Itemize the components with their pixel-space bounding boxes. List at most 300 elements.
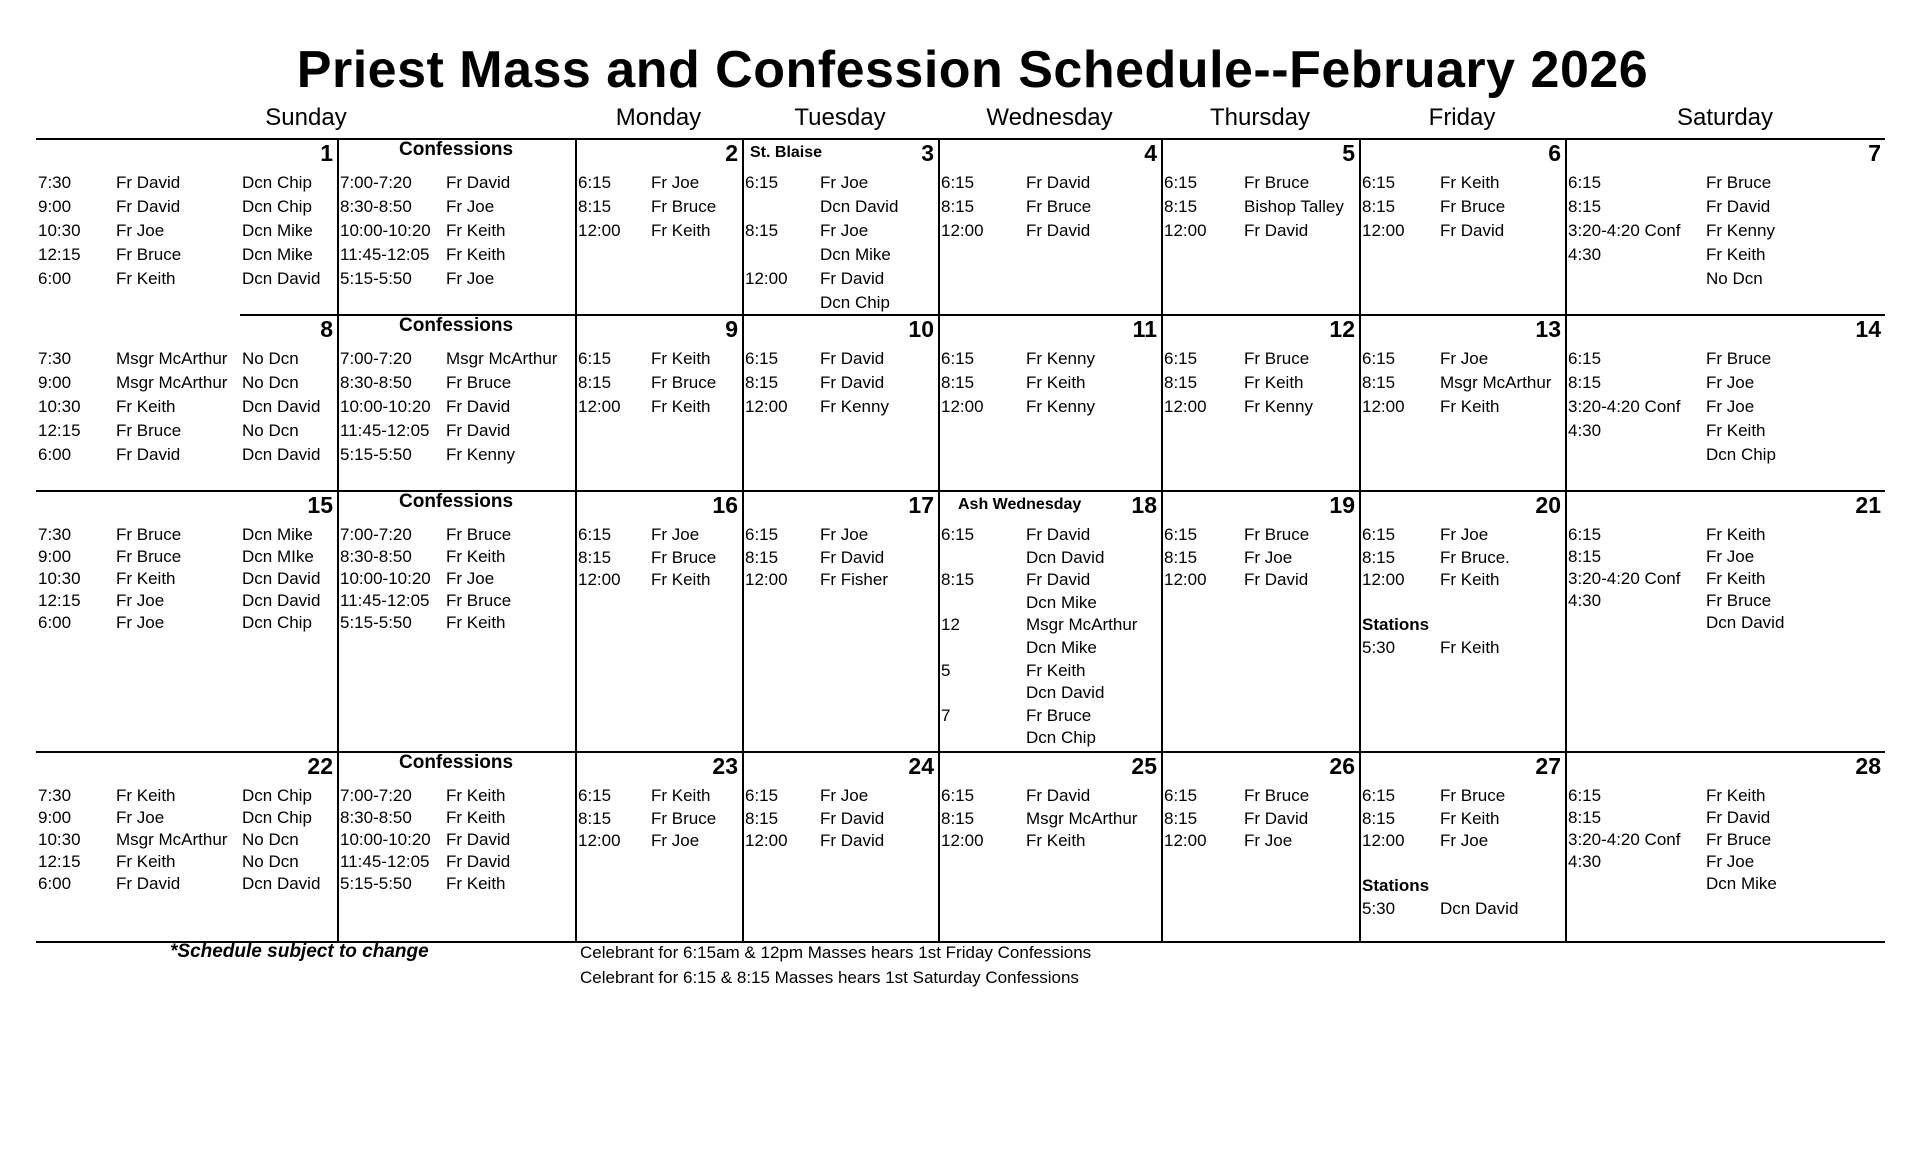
mass-time: 6:15 <box>578 173 612 192</box>
confession-time: 8:30-8:50 <box>340 808 412 827</box>
mass-time: 6:15 <box>1362 349 1396 368</box>
celebrant: Fr Fisher <box>820 570 888 590</box>
mass-time: 6:15 <box>1362 786 1396 805</box>
sunday-celebrant: Fr David <box>116 874 181 893</box>
sunday-celebrant: Fr David <box>116 445 181 464</box>
mass-time: 6:15 <box>941 525 975 544</box>
sunday-celebrant: Fr David <box>116 173 181 192</box>
confession-time: 11:45-12:05 <box>340 421 430 440</box>
day-number: 16 <box>712 492 738 518</box>
day-header-friday: Friday <box>1428 104 1496 131</box>
celebrant: Fr David <box>1026 786 1091 805</box>
sunday-deacon: Dcn David <box>242 874 321 893</box>
day-number: 25 <box>1131 753 1157 779</box>
sunday-celebrant: Fr Bruce <box>116 525 182 544</box>
sunday-celebrant: Fr Joe <box>116 591 165 610</box>
sunday-celebrant: Fr Bruce <box>116 547 182 566</box>
celebrant: Fr Keith <box>1026 660 1086 680</box>
sunday-mass-time: 9:00 <box>38 373 72 392</box>
day-number: 28 <box>1855 753 1881 779</box>
mass-time: 8:15 <box>941 808 975 828</box>
day-number: 17 <box>908 492 934 518</box>
celebrant: Fr Kenny <box>1706 221 1775 240</box>
confessor: Fr Keith <box>446 613 506 632</box>
day-number: 9 <box>725 316 738 342</box>
celebrant: Fr Joe <box>1440 349 1489 368</box>
sunday-deacon: Dcn Chip <box>242 197 312 216</box>
day-number: 20 <box>1535 492 1561 518</box>
mass-time: 8:15 <box>1568 197 1602 216</box>
celebrant: Fr Joe <box>1440 525 1489 544</box>
day-number: 8 <box>320 316 333 342</box>
mass-time: 3:20-4:20 Conf <box>1568 569 1681 588</box>
mass-time: 12:00 <box>1164 831 1207 851</box>
celebrant: Fr David <box>1026 570 1091 590</box>
celebrant: Fr Bruce <box>1026 705 1092 725</box>
celebrant: Fr David <box>820 831 885 851</box>
celebrant: Msgr McArthur <box>1440 373 1552 392</box>
mass-time: 12:00 <box>1362 831 1405 851</box>
mass-time: 6:15 <box>745 349 779 368</box>
sunday-deacon: Dcn Mike <box>242 525 313 544</box>
mass-time: 12:00 <box>745 831 788 851</box>
celebrant: Dcn David <box>820 197 899 216</box>
celebrant: Fr Joe <box>820 221 869 240</box>
mass-time: 6:15 <box>1568 173 1602 192</box>
mass-time: 6:15 <box>578 349 612 368</box>
sunday-mass-time: 9:00 <box>38 547 72 566</box>
feast-label: Ash Wednesday <box>958 496 1082 513</box>
celebrant: Dcn Mike <box>1026 638 1097 657</box>
celebrant: Fr Bruce <box>1706 173 1772 192</box>
mass-time: 4:30 <box>1568 245 1602 264</box>
confessor: Fr Bruce <box>446 373 512 392</box>
mass-time: 12:00 <box>1164 221 1207 240</box>
celebrant: Fr Keith <box>1440 397 1500 416</box>
column-divider <box>1359 138 1361 941</box>
celebrant: Dcn David <box>1026 547 1105 567</box>
confession-time: 8:30-8:50 <box>340 197 412 216</box>
confessor: Fr David <box>446 397 511 416</box>
mass-time: 12:00 <box>578 397 621 416</box>
mass-time: 12:00 <box>1362 570 1405 590</box>
sunday-mass-time: 7:30 <box>38 525 72 544</box>
celebrant: Fr David <box>1244 221 1309 240</box>
day-header-thursday: Thursday <box>1209 104 1311 131</box>
celebrant: Fr Keith <box>1244 373 1304 392</box>
celebrant: Dcn David <box>1706 613 1785 632</box>
mass-time: 12:00 <box>941 831 984 851</box>
mass-time: 6:15 <box>941 173 975 192</box>
celebrant: Dcn David <box>1440 899 1519 918</box>
sunday-mass-time: 12:15 <box>38 245 81 264</box>
confessor: Fr David <box>446 830 511 849</box>
confession-time: 10:00-10:20 <box>340 569 431 588</box>
sunday-deacon: No Dcn <box>242 421 299 440</box>
day-number: 11 <box>1132 316 1157 342</box>
sunday-celebrant: Fr Bruce <box>116 421 182 440</box>
day-header-sunday: Sunday <box>265 104 347 131</box>
confession-time: 7:00-7:20 <box>340 173 412 192</box>
sunday-celebrant: Fr Keith <box>116 569 176 588</box>
day-header-saturday: Saturday <box>1676 104 1774 131</box>
celebrant: Fr Bruce <box>1440 197 1506 216</box>
confessions-header: Confessions <box>399 491 514 512</box>
confessor: Fr Keith <box>446 786 506 805</box>
celebrant: Fr Keith <box>651 397 711 416</box>
mass-time: 8:15 <box>1362 547 1396 567</box>
confessor: Fr David <box>446 852 511 871</box>
sunday-deacon: Dcn David <box>242 569 321 588</box>
day-number: 26 <box>1329 753 1355 779</box>
celebrant: Fr Keith <box>651 349 711 368</box>
confession-time: 5:15-5:50 <box>340 874 412 893</box>
confessor: Fr Keith <box>446 874 506 893</box>
celebrant: Fr Bruce <box>1244 349 1310 368</box>
sunday-celebrant: Fr Joe <box>116 221 165 240</box>
mass-time: 8:15 <box>1568 808 1602 827</box>
confessions-header: Confessions <box>399 315 514 336</box>
sunday-deacon: No Dcn <box>242 373 299 392</box>
mass-time: 12:00 <box>745 397 788 416</box>
sunday-mass-time: 10:30 <box>38 221 81 240</box>
confession-time: 10:00-10:20 <box>340 397 431 416</box>
mass-time: 6:15 <box>1362 173 1396 192</box>
celebrant: Fr Bruce <box>1244 525 1310 544</box>
celebrant: Fr Joe <box>1706 852 1755 871</box>
sunday-celebrant: Fr Joe <box>116 808 165 827</box>
sunday-celebrant: Msgr McArthur <box>116 830 228 849</box>
column-divider <box>1161 138 1163 941</box>
day-number: 10 <box>908 316 934 342</box>
sunday-deacon: Dcn David <box>242 269 321 288</box>
mass-time: 8:15 <box>941 373 975 392</box>
confessor: Msgr McArthur <box>446 349 558 368</box>
confession-time: 10:00-10:20 <box>340 221 431 240</box>
sunday-deacon: Dcn Chip <box>242 173 312 192</box>
celebrant: Fr Bruce <box>1026 197 1092 216</box>
celebrant: Dcn Mike <box>1706 874 1777 893</box>
sunday-deacon: Dcn Mike <box>242 221 313 240</box>
day-number: 22 <box>307 753 333 779</box>
celebrant: Fr Keith <box>651 221 711 240</box>
celebrant: Fr David <box>820 269 885 288</box>
sunday-deacon: Dcn David <box>242 591 321 610</box>
confession-time: 5:15-5:50 <box>340 269 412 288</box>
celebrant: Fr David <box>1026 221 1091 240</box>
confessor: Fr Joe <box>446 197 495 216</box>
mass-time: 5:30 <box>1362 638 1396 657</box>
sunday-deacon: Dcn Chip <box>242 786 312 805</box>
confession-time: 7:00-7:20 <box>340 525 412 544</box>
day-number: 23 <box>712 753 738 779</box>
celebrant: Fr Joe <box>651 525 700 544</box>
celebrant: Dcn Mike <box>820 245 891 264</box>
celebrant: Fr Joe <box>1706 373 1755 392</box>
celebrant: Fr Bruce <box>1440 786 1506 805</box>
celebrant: Fr Joe <box>820 173 869 192</box>
celebrant: Fr Keith <box>1440 173 1500 192</box>
mass-time: 6:15 <box>941 786 975 805</box>
mass-time: 8:15 <box>745 373 779 392</box>
sunday-celebrant: Fr David <box>116 197 181 216</box>
mass-time: 8:15 <box>745 547 779 567</box>
sunday-deacon: Dcn Mike <box>242 245 313 264</box>
sunday-mass-time: 7:30 <box>38 173 72 192</box>
confession-time: 5:15-5:50 <box>340 445 412 464</box>
sunday-mass-time: 10:30 <box>38 397 81 416</box>
sunday-mass-time: 7:30 <box>38 786 72 805</box>
celebrant: Dcn David <box>1026 683 1105 703</box>
day-number: 21 <box>1855 492 1881 518</box>
celebrant: Fr Bruce <box>1706 591 1772 610</box>
saturday-confession-note: Celebrant for 6:15 & 8:15 Masses hears 1st Saturday Confessions <box>580 968 1079 987</box>
page-title: Priest Mass and Confession Schedule--February 2026 <box>296 41 1649 99</box>
celebrant: Fr Joe <box>820 786 869 805</box>
celebrant: Fr Joe <box>1244 831 1293 851</box>
sunday-mass-time: 10:30 <box>38 569 81 588</box>
mass-time: 8:15 <box>578 547 612 567</box>
column-divider <box>742 138 744 941</box>
mass-time: 7 <box>941 705 951 725</box>
sunday-mass-time: 12:15 <box>38 421 81 440</box>
day-number: 14 <box>1855 316 1881 342</box>
celebrant: Fr Bruce <box>651 373 717 392</box>
celebrant: Fr Joe <box>651 173 700 192</box>
confession-time: 5:15-5:50 <box>340 613 412 632</box>
column-divider <box>575 138 577 941</box>
celebrant: Fr David <box>1244 570 1309 590</box>
celebrant: Dcn Mike <box>1026 592 1097 612</box>
sunday-celebrant: Msgr McArthur <box>116 373 228 392</box>
day-number: 19 <box>1329 492 1355 518</box>
day-number: 24 <box>908 753 934 779</box>
celebrant: Msgr McArthur <box>1026 615 1138 635</box>
celebrant: Fr Keith <box>1440 808 1500 828</box>
confessor: Fr Bruce <box>446 591 512 610</box>
sunday-mass-time: 6:00 <box>38 613 72 632</box>
mass-time: 3:20-4:20 Conf <box>1568 830 1681 849</box>
mass-time: 6:15 <box>1568 349 1602 368</box>
sunday-deacon: Dcn MIke <box>242 547 314 566</box>
celebrant: Fr Bruce <box>1706 830 1772 849</box>
confessor: Fr Keith <box>446 245 506 264</box>
celebrant: Fr Keith <box>1706 786 1766 805</box>
day-number: 27 <box>1535 753 1561 779</box>
celebrant: Fr Bruce <box>651 547 717 567</box>
sunday-mass-time: 9:00 <box>38 197 72 216</box>
mass-time: 8:15 <box>578 373 612 392</box>
sunday-mass-time: 10:30 <box>38 830 81 849</box>
mass-time: 6:15 <box>1164 349 1198 368</box>
sunday-celebrant: Fr Keith <box>116 397 176 416</box>
confession-time: 11:45-12:05 <box>340 591 430 610</box>
stations-label: Stations <box>1362 876 1430 896</box>
confession-time: 8:30-8:50 <box>340 547 412 566</box>
sunday-deacon: Dcn Chip <box>242 613 312 632</box>
mass-time: 3:20-4:20 Conf <box>1568 221 1681 240</box>
confession-time: 7:00-7:20 <box>340 349 412 368</box>
day-number: 15 <box>307 492 333 518</box>
sunday-deacon: No Dcn <box>242 852 299 871</box>
mass-time: 8:15 <box>1362 197 1396 216</box>
mass-time: 6:15 <box>578 786 612 805</box>
celebrant: Fr David <box>820 349 885 368</box>
mass-time: 8:15 <box>578 197 612 216</box>
confessor: Fr Keith <box>446 221 506 240</box>
sunday-deacon: Dcn Chip <box>242 808 312 827</box>
column-divider <box>1565 138 1567 941</box>
mass-time: 12:00 <box>745 570 788 590</box>
confessor: Fr Keith <box>446 808 506 827</box>
celebrant: Fr Kenny <box>1244 397 1313 416</box>
mass-time: 8:15 <box>1164 547 1198 567</box>
mass-time: 8:15 <box>578 808 612 828</box>
mass-time: 6:15 <box>941 349 975 368</box>
celebrant: Fr David <box>820 808 885 828</box>
confessor: Fr Keith <box>446 547 506 566</box>
mass-time: 8:15 <box>745 221 779 240</box>
mass-time: 8:15 <box>1362 808 1396 828</box>
mass-time: 12:00 <box>578 831 621 851</box>
confessor: Fr Bruce <box>446 525 512 544</box>
celebrant: Fr David <box>1706 197 1771 216</box>
celebrant: Fr Joe <box>820 525 869 544</box>
celebrant: Fr Kenny <box>820 397 889 416</box>
mass-time: 8:15 <box>941 197 975 216</box>
friday-confession-note: Celebrant for 6:15am & 12pm Masses hears 1st Friday Confessions <box>580 943 1092 962</box>
celebrant: Dcn Chip <box>820 293 890 312</box>
celebrant: Dcn Chip <box>1026 728 1096 748</box>
sunday-deacon: Dcn David <box>242 397 321 416</box>
mass-time: 4:30 <box>1568 852 1602 871</box>
mass-time: 12:00 <box>578 570 621 590</box>
stations-label: Stations <box>1362 615 1430 635</box>
celebrant: Fr Keith <box>1026 831 1086 851</box>
confession-time: 11:45-12:05 <box>340 852 430 871</box>
confession-time: 11:45-12:05 <box>340 245 430 264</box>
sunday-mass-time: 9:00 <box>38 808 72 827</box>
celebrant: Fr David <box>820 547 885 567</box>
celebrant: Msgr McArthur <box>1026 808 1138 828</box>
confession-time: 7:00-7:20 <box>340 786 412 805</box>
mass-time: 6:15 <box>745 173 779 192</box>
mass-time: 6:15 <box>1164 786 1198 805</box>
celebrant: Fr Joe <box>1244 547 1293 567</box>
mass-time: 8:15 <box>1164 197 1198 216</box>
mass-time: 6:15 <box>578 525 612 544</box>
sunday-mass-time: 6:00 <box>38 445 72 464</box>
day-number: 1 <box>320 140 333 166</box>
day-header-tuesday: Tuesday <box>794 104 886 131</box>
column-divider <box>938 138 940 941</box>
day-number: 4 <box>1144 140 1157 166</box>
sunday-deacon: Dcn David <box>242 445 321 464</box>
mass-time: 8:15 <box>1362 373 1396 392</box>
celebrant: Fr David <box>820 373 885 392</box>
celebrant: Fr Keith <box>651 786 711 805</box>
sunday-deacon: No Dcn <box>242 349 299 368</box>
mass-time: 12:00 <box>1164 397 1207 416</box>
celebrant: Fr Joe <box>1706 397 1755 416</box>
confessor: Fr David <box>446 173 511 192</box>
celebrant: Fr Bruce <box>651 808 717 828</box>
day-header-monday: Monday <box>615 104 702 131</box>
mass-time: 6:15 <box>1164 173 1198 192</box>
confessor: Fr Joe <box>446 269 495 288</box>
mass-time: 8:15 <box>1164 808 1198 828</box>
sunday-celebrant: Fr Keith <box>116 269 176 288</box>
day-number: 13 <box>1535 316 1561 342</box>
confessor: Fr Kenny <box>446 445 515 464</box>
mass-time: 8:15 <box>1164 373 1198 392</box>
mass-time: 8:15 <box>745 808 779 828</box>
mass-time: 3:20-4:20 Conf <box>1568 397 1681 416</box>
mass-time: 8:15 <box>1568 373 1602 392</box>
celebrant: Fr Keith <box>1026 373 1086 392</box>
day-number: 5 <box>1342 140 1355 166</box>
celebrant: Fr Joe <box>1706 547 1755 566</box>
celebrant: Fr Kenny <box>1026 349 1095 368</box>
sunday-celebrant: Fr Joe <box>116 613 165 632</box>
confessor: Fr Joe <box>446 569 495 588</box>
mass-time: 4:30 <box>1568 591 1602 610</box>
celebrant: Bishop Talley <box>1244 197 1344 216</box>
mass-time: 12:00 <box>941 221 984 240</box>
day-number: 3 <box>921 140 934 166</box>
celebrant: Fr Keith <box>651 570 711 590</box>
celebrant: Fr Keith <box>1706 245 1766 264</box>
mass-time: 8:15 <box>941 570 975 590</box>
celebrant: Fr David <box>1440 221 1505 240</box>
mass-time: 12:00 <box>745 269 788 288</box>
sunday-mass-time: 12:15 <box>38 591 81 610</box>
sunday-celebrant: Fr Keith <box>116 786 176 805</box>
celebrant: Fr Bruce <box>651 197 717 216</box>
mass-time: 6:15 <box>1362 525 1396 544</box>
celebrant: Fr Bruce <box>1244 786 1310 805</box>
feast-label: St. Blaise <box>750 144 823 161</box>
celebrant: Fr Keith <box>1706 421 1766 440</box>
confessor: Fr David <box>446 421 511 440</box>
confessions-header: Confessions <box>399 139 514 160</box>
day-number: 12 <box>1329 316 1355 342</box>
mass-time: 4:30 <box>1568 421 1602 440</box>
mass-time: 6:15 <box>745 525 779 544</box>
confession-time: 10:00-10:20 <box>340 830 431 849</box>
column-divider <box>337 138 339 941</box>
celebrant: Fr Kenny <box>1026 397 1095 416</box>
celebrant: Fr Keith <box>1440 638 1500 657</box>
sunday-celebrant: Fr Bruce <box>116 245 182 264</box>
celebrant: Fr David <box>1706 808 1771 827</box>
sunday-mass-time: 6:00 <box>38 874 72 893</box>
mass-time: 12:00 <box>1362 221 1405 240</box>
day-number: 2 <box>725 140 738 166</box>
celebrant: No Dcn <box>1706 269 1763 288</box>
mass-time: 5:30 <box>1362 899 1396 918</box>
celebrant: Fr Bruce. <box>1440 547 1510 567</box>
celebrant: Fr Keith <box>1706 569 1766 588</box>
mass-time: 5 <box>941 660 951 680</box>
celebrant: Fr David <box>1026 173 1091 192</box>
sunday-mass-time: 12:15 <box>38 852 81 871</box>
mass-time: 6:15 <box>1568 525 1602 544</box>
celebrant: Fr Keith <box>1440 570 1500 590</box>
celebrant: Fr Keith <box>1706 525 1766 544</box>
celebrant: Fr Bruce <box>1706 349 1772 368</box>
celebrant: Fr Joe <box>651 831 700 851</box>
